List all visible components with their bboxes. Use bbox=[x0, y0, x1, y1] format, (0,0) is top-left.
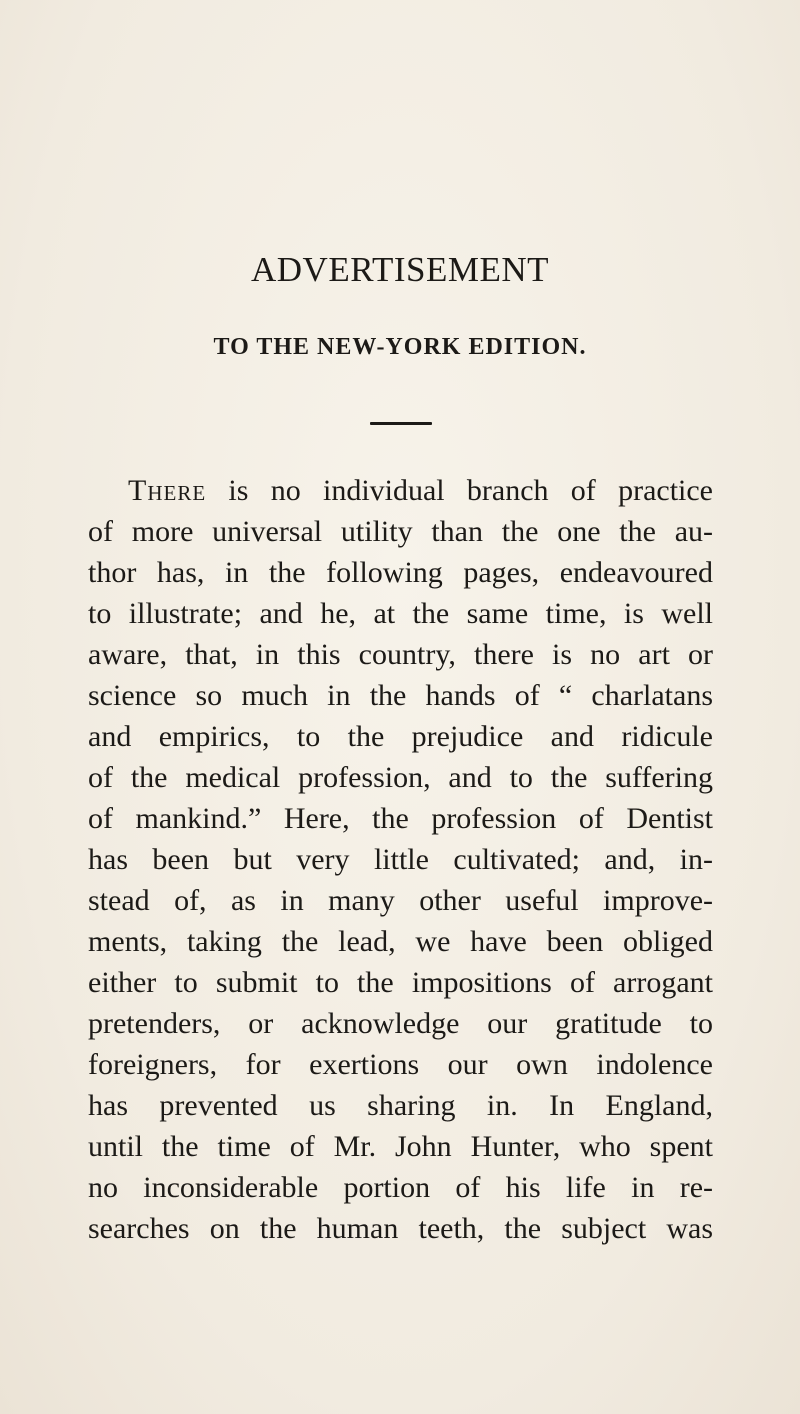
text-line: until the time of Mr. John Hunter, who spent bbox=[88, 1130, 713, 1163]
text-line: searches on the human teeth, the subject was bbox=[88, 1212, 713, 1245]
text-line: aware, that, in this country, there is no art or bbox=[88, 638, 713, 671]
text-line: of more universal utility than the one the au- bbox=[88, 515, 713, 548]
text-line: of the medical profession, and to the suffering bbox=[88, 761, 713, 794]
text-line: pretenders, or acknowledge our gratitude to bbox=[88, 1007, 713, 1040]
text-line: science so much in the hands of “ charlatans bbox=[88, 679, 713, 712]
opening-word: There bbox=[128, 474, 207, 507]
text-line: of mankind.” Here, the profession of Dentist bbox=[88, 802, 713, 835]
text-line: and empirics, to the prejudice and ridicule bbox=[88, 720, 713, 753]
text-line: foreigners, for exertions our own indolence bbox=[88, 1048, 713, 1081]
text-line: thor has, in the following pages, endeavoured bbox=[88, 556, 713, 589]
text-line: no inconsiderable portion of his life in re- bbox=[88, 1171, 713, 1204]
text-line: ments, taking the lead, we have been obliged bbox=[88, 925, 713, 958]
text-line: stead of, as in many other useful improve- bbox=[88, 884, 713, 917]
text-line: either to submit to the impositions of arrogant bbox=[88, 966, 713, 999]
text-line: has been but very little cultivated; and, in- bbox=[88, 843, 713, 876]
text-line: has prevented us sharing in. In England, bbox=[88, 1089, 713, 1122]
text-line: to illustrate; and he, at the same time, is well bbox=[88, 597, 713, 630]
text-line bbox=[128, 474, 713, 508]
line-1-rest: is no individual branch of practice bbox=[206, 474, 713, 507]
page-subtitle: TO THE NEW-YORK EDITION. bbox=[213, 334, 587, 360]
page-title: ADVERTISEMENT bbox=[251, 250, 549, 289]
